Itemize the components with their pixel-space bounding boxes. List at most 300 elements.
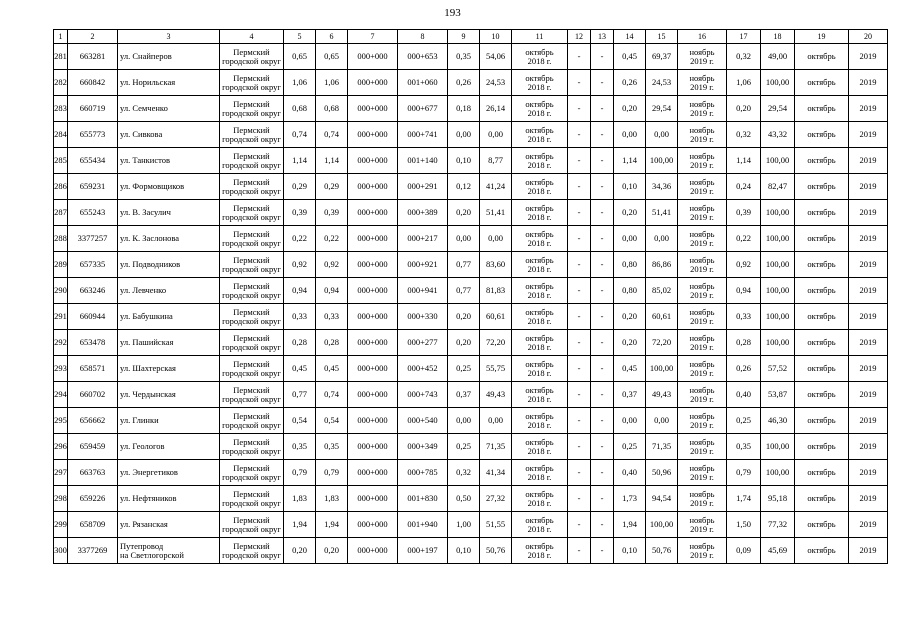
value-col-17-cell: 0,24 xyxy=(727,174,761,200)
road-name-cell: ул. Сивкова xyxy=(118,122,220,148)
date-col-16-cell: ноябрь 2019 г. xyxy=(678,330,727,356)
value-col-9-cell: 1,00 xyxy=(448,512,480,538)
value-col-6-cell: 0,94 xyxy=(316,278,348,304)
date-col-16-cell: ноябрь 2019 г. xyxy=(678,200,727,226)
value-col-12-cell: - xyxy=(568,44,591,70)
row-number-cell: 296 xyxy=(54,434,68,460)
municipality-cell: Пермский городской округ xyxy=(220,278,284,304)
row-number-cell: 289 xyxy=(54,252,68,278)
value-col-15-cell: 0,00 xyxy=(646,408,678,434)
month-col-19-cell: октябрь xyxy=(795,278,849,304)
municipality-cell: Пермский городской округ xyxy=(220,330,284,356)
value-col-9-cell: 0,12 xyxy=(448,174,480,200)
value-col-6-cell: 0,74 xyxy=(316,122,348,148)
date-col-11-cell: октябрь 2018 г. xyxy=(512,486,568,512)
value-col-14-cell: 0,80 xyxy=(614,278,646,304)
month-col-19-cell: октябрь xyxy=(795,382,849,408)
value-col-10-cell: 41,24 xyxy=(480,174,512,200)
value-col-18-cell: 100,00 xyxy=(761,460,795,486)
value-col-14-cell: 1,94 xyxy=(614,512,646,538)
start-km-cell: 000+000 xyxy=(348,226,398,252)
road-name-cell: ул. Снайперов xyxy=(118,44,220,70)
value-col-12-cell: - xyxy=(568,330,591,356)
column-number-header: 3 xyxy=(118,30,220,44)
year-col-20-cell: 2019 xyxy=(849,486,888,512)
value-col-9-cell: 0,20 xyxy=(448,304,480,330)
value-col-10-cell: 60,61 xyxy=(480,304,512,330)
value-col-10-cell: 51,41 xyxy=(480,200,512,226)
date-col-11-cell: октябрь 2018 г. xyxy=(512,226,568,252)
value-col-14-cell: 0,20 xyxy=(614,200,646,226)
value-col-14-cell: 0,80 xyxy=(614,252,646,278)
row-number-cell: 288 xyxy=(54,226,68,252)
value-col-13-cell: - xyxy=(591,382,614,408)
column-number-header: 17 xyxy=(727,30,761,44)
value-col-17-cell: 0,09 xyxy=(727,538,761,564)
end-km-cell: 000+677 xyxy=(398,96,448,122)
end-km-cell: 000+941 xyxy=(398,278,448,304)
value-col-18-cell: 100,00 xyxy=(761,330,795,356)
value-col-13-cell: - xyxy=(591,278,614,304)
value-col-6-cell: 0,20 xyxy=(316,538,348,564)
road-id-cell: 3377269 xyxy=(68,538,118,564)
month-col-19-cell: октябрь xyxy=(795,174,849,200)
month-col-19-cell: октябрь xyxy=(795,356,849,382)
value-col-6-cell: 0,54 xyxy=(316,408,348,434)
value-col-5-cell: 0,77 xyxy=(284,382,316,408)
value-col-13-cell: - xyxy=(591,538,614,564)
date-col-11-cell: октябрь 2018 г. xyxy=(512,278,568,304)
date-col-11-cell: октябрь 2018 г. xyxy=(512,512,568,538)
road-name-cell: ул. Левченко xyxy=(118,278,220,304)
column-number-header: 14 xyxy=(614,30,646,44)
value-col-14-cell: 0,00 xyxy=(614,408,646,434)
value-col-17-cell: 1,50 xyxy=(727,512,761,538)
value-col-14-cell: 0,26 xyxy=(614,70,646,96)
value-col-15-cell: 100,00 xyxy=(646,356,678,382)
date-col-16-cell: ноябрь 2019 г. xyxy=(678,44,727,70)
date-col-16-cell: ноябрь 2019 г. xyxy=(678,434,727,460)
start-km-cell: 000+000 xyxy=(348,148,398,174)
value-col-6-cell: 0,68 xyxy=(316,96,348,122)
value-col-9-cell: 0,00 xyxy=(448,408,480,434)
road-id-cell: 655434 xyxy=(68,148,118,174)
column-number-header: 5 xyxy=(284,30,316,44)
start-km-cell: 000+000 xyxy=(348,200,398,226)
year-col-20-cell: 2019 xyxy=(849,96,888,122)
value-col-9-cell: 0,18 xyxy=(448,96,480,122)
row-number-cell: 299 xyxy=(54,512,68,538)
value-col-10-cell: 51,55 xyxy=(480,512,512,538)
month-col-19-cell: октябрь xyxy=(795,96,849,122)
value-col-15-cell: 72,20 xyxy=(646,330,678,356)
year-col-20-cell: 2019 xyxy=(849,538,888,564)
value-col-13-cell: - xyxy=(591,122,614,148)
value-col-9-cell: 0,32 xyxy=(448,460,480,486)
value-col-18-cell: 100,00 xyxy=(761,226,795,252)
value-col-15-cell: 100,00 xyxy=(646,512,678,538)
column-number-header: 16 xyxy=(678,30,727,44)
month-col-19-cell: октябрь xyxy=(795,304,849,330)
value-col-17-cell: 1,06 xyxy=(727,70,761,96)
table-body xyxy=(54,44,888,564)
date-col-16-cell: ноябрь 2019 г. xyxy=(678,512,727,538)
table-row xyxy=(54,538,888,564)
value-col-14-cell: 0,10 xyxy=(614,538,646,564)
value-col-14-cell: 0,20 xyxy=(614,304,646,330)
road-id-cell: 659459 xyxy=(68,434,118,460)
value-col-6-cell: 0,28 xyxy=(316,330,348,356)
value-col-17-cell: 1,74 xyxy=(727,486,761,512)
value-col-18-cell: 57,52 xyxy=(761,356,795,382)
road-id-cell: 663281 xyxy=(68,44,118,70)
municipality-cell: Пермский городской округ xyxy=(220,304,284,330)
month-col-19-cell: октябрь xyxy=(795,226,849,252)
end-km-cell: 000+277 xyxy=(398,330,448,356)
road-name-cell: ул. К. Заслонова xyxy=(118,226,220,252)
row-number-cell: 291 xyxy=(54,304,68,330)
value-col-15-cell: 60,61 xyxy=(646,304,678,330)
row-number-cell: 292 xyxy=(54,330,68,356)
value-col-6-cell: 1,14 xyxy=(316,148,348,174)
road-name-cell: ул. Пашийская xyxy=(118,330,220,356)
value-col-9-cell: 0,00 xyxy=(448,226,480,252)
year-col-20-cell: 2019 xyxy=(849,460,888,486)
column-number-header: 9 xyxy=(448,30,480,44)
value-col-13-cell: - xyxy=(591,174,614,200)
road-name-cell: ул. Бабушкина xyxy=(118,304,220,330)
road-id-cell: 660944 xyxy=(68,304,118,330)
value-col-10-cell: 8,77 xyxy=(480,148,512,174)
value-col-15-cell: 50,96 xyxy=(646,460,678,486)
date-col-11-cell: октябрь 2018 г. xyxy=(512,252,568,278)
value-col-9-cell: 0,20 xyxy=(448,200,480,226)
value-col-10-cell: 26,14 xyxy=(480,96,512,122)
table-row xyxy=(54,226,888,252)
month-col-19-cell: октябрь xyxy=(795,460,849,486)
row-number-cell: 281 xyxy=(54,44,68,70)
value-col-9-cell: 0,20 xyxy=(448,330,480,356)
value-col-15-cell: 94,54 xyxy=(646,486,678,512)
year-col-20-cell: 2019 xyxy=(849,356,888,382)
value-col-18-cell: 45,69 xyxy=(761,538,795,564)
value-col-5-cell: 0,33 xyxy=(284,304,316,330)
value-col-18-cell: 49,00 xyxy=(761,44,795,70)
value-col-12-cell: - xyxy=(568,356,591,382)
month-col-19-cell: октябрь xyxy=(795,70,849,96)
date-col-16-cell: ноябрь 2019 г. xyxy=(678,460,727,486)
value-col-15-cell: 86,86 xyxy=(646,252,678,278)
value-col-12-cell: - xyxy=(568,460,591,486)
value-col-14-cell: 0,20 xyxy=(614,330,646,356)
start-km-cell: 000+000 xyxy=(348,512,398,538)
table-row xyxy=(54,356,888,382)
start-km-cell: 000+000 xyxy=(348,44,398,70)
road-name-cell: ул. В. Засулич xyxy=(118,200,220,226)
date-col-16-cell: ноябрь 2019 г. xyxy=(678,252,727,278)
road-name-cell: ул. Чердынская xyxy=(118,382,220,408)
value-col-14-cell: 0,20 xyxy=(614,96,646,122)
value-col-6-cell: 0,39 xyxy=(316,200,348,226)
value-col-9-cell: 0,10 xyxy=(448,538,480,564)
column-number-header: 4 xyxy=(220,30,284,44)
date-col-11-cell: октябрь 2018 г. xyxy=(512,304,568,330)
value-col-15-cell: 29,54 xyxy=(646,96,678,122)
value-col-13-cell: - xyxy=(591,356,614,382)
value-col-12-cell: - xyxy=(568,512,591,538)
start-km-cell: 000+000 xyxy=(348,460,398,486)
year-col-20-cell: 2019 xyxy=(849,330,888,356)
value-col-5-cell: 1,94 xyxy=(284,512,316,538)
value-col-17-cell: 0,26 xyxy=(727,356,761,382)
value-col-17-cell: 0,32 xyxy=(727,122,761,148)
road-name-cell: ул. Геологов xyxy=(118,434,220,460)
start-km-cell: 000+000 xyxy=(348,304,398,330)
month-col-19-cell: октябрь xyxy=(795,200,849,226)
value-col-9-cell: 0,26 xyxy=(448,70,480,96)
value-col-12-cell: - xyxy=(568,382,591,408)
column-number-header: 12 xyxy=(568,30,591,44)
start-km-cell: 000+000 xyxy=(348,382,398,408)
date-col-11-cell: октябрь 2018 г. xyxy=(512,460,568,486)
date-col-16-cell: ноябрь 2019 г. xyxy=(678,304,727,330)
date-col-16-cell: ноябрь 2019 г. xyxy=(678,356,727,382)
date-col-11-cell: октябрь 2018 г. xyxy=(512,356,568,382)
value-col-10-cell: 50,76 xyxy=(480,538,512,564)
municipality-cell: Пермский городской округ xyxy=(220,356,284,382)
end-km-cell: 001+140 xyxy=(398,148,448,174)
road-name-cell: ул. Энергетиков xyxy=(118,460,220,486)
value-col-18-cell: 95,18 xyxy=(761,486,795,512)
column-number-header: 8 xyxy=(398,30,448,44)
municipality-cell: Пермский городской округ xyxy=(220,460,284,486)
value-col-10-cell: 54,06 xyxy=(480,44,512,70)
value-col-13-cell: - xyxy=(591,512,614,538)
row-number-cell: 298 xyxy=(54,486,68,512)
road-name-cell: ул. Шахтерская xyxy=(118,356,220,382)
value-col-10-cell: 0,00 xyxy=(480,408,512,434)
value-col-10-cell: 71,35 xyxy=(480,434,512,460)
value-col-13-cell: - xyxy=(591,148,614,174)
end-km-cell: 000+921 xyxy=(398,252,448,278)
start-km-cell: 000+000 xyxy=(348,356,398,382)
value-col-10-cell: 49,43 xyxy=(480,382,512,408)
value-col-15-cell: 0,00 xyxy=(646,226,678,252)
column-number-header: 6 xyxy=(316,30,348,44)
year-col-20-cell: 2019 xyxy=(849,304,888,330)
month-col-19-cell: октябрь xyxy=(795,330,849,356)
road-id-cell: 653478 xyxy=(68,330,118,356)
value-col-15-cell: 0,00 xyxy=(646,122,678,148)
end-km-cell: 000+389 xyxy=(398,200,448,226)
road-id-cell: 660719 xyxy=(68,96,118,122)
value-col-18-cell: 100,00 xyxy=(761,252,795,278)
column-number-header: 7 xyxy=(348,30,398,44)
month-col-19-cell: октябрь xyxy=(795,44,849,70)
value-col-15-cell: 34,36 xyxy=(646,174,678,200)
value-col-18-cell: 43,32 xyxy=(761,122,795,148)
value-col-5-cell: 0,54 xyxy=(284,408,316,434)
road-id-cell: 655243 xyxy=(68,200,118,226)
value-col-18-cell: 46,30 xyxy=(761,408,795,434)
year-col-20-cell: 2019 xyxy=(849,70,888,96)
value-col-17-cell: 0,33 xyxy=(727,304,761,330)
municipality-cell: Пермский городской округ xyxy=(220,512,284,538)
value-col-9-cell: 0,77 xyxy=(448,252,480,278)
month-col-19-cell: октябрь xyxy=(795,512,849,538)
road-name-cell: Путепровод на Светлогорской xyxy=(118,538,220,564)
table-row xyxy=(54,330,888,356)
column-number-header: 13 xyxy=(591,30,614,44)
end-km-cell: 000+330 xyxy=(398,304,448,330)
municipality-cell: Пермский городской округ xyxy=(220,486,284,512)
value-col-13-cell: - xyxy=(591,304,614,330)
value-col-6-cell: 0,29 xyxy=(316,174,348,200)
date-col-16-cell: ноябрь 2019 г. xyxy=(678,278,727,304)
year-col-20-cell: 2019 xyxy=(849,226,888,252)
value-col-5-cell: 1,14 xyxy=(284,148,316,174)
row-number-cell: 295 xyxy=(54,408,68,434)
row-number-cell: 300 xyxy=(54,538,68,564)
column-number-header: 1 xyxy=(54,30,68,44)
road-id-cell: 656662 xyxy=(68,408,118,434)
value-col-12-cell: - xyxy=(568,174,591,200)
date-col-11-cell: октябрь 2018 г. xyxy=(512,408,568,434)
row-number-cell: 294 xyxy=(54,382,68,408)
table-row xyxy=(54,148,888,174)
table-row xyxy=(54,70,888,96)
value-col-6-cell: 1,06 xyxy=(316,70,348,96)
value-col-6-cell: 0,65 xyxy=(316,44,348,70)
municipality-cell: Пермский городской округ xyxy=(220,408,284,434)
value-col-10-cell: 27,32 xyxy=(480,486,512,512)
value-col-18-cell: 100,00 xyxy=(761,278,795,304)
start-km-cell: 000+000 xyxy=(348,96,398,122)
road-id-cell: 660842 xyxy=(68,70,118,96)
month-col-19-cell: октябрь xyxy=(795,486,849,512)
value-col-10-cell: 0,00 xyxy=(480,122,512,148)
row-number-cell: 287 xyxy=(54,200,68,226)
value-col-13-cell: - xyxy=(591,460,614,486)
table-row xyxy=(54,408,888,434)
value-col-12-cell: - xyxy=(568,434,591,460)
value-col-17-cell: 0,25 xyxy=(727,408,761,434)
municipality-cell: Пермский городской округ xyxy=(220,122,284,148)
value-col-6-cell: 0,33 xyxy=(316,304,348,330)
value-col-6-cell: 0,35 xyxy=(316,434,348,460)
column-number-header: 18 xyxy=(761,30,795,44)
road-id-cell: 658709 xyxy=(68,512,118,538)
row-number-cell: 282 xyxy=(54,70,68,96)
row-number-cell: 283 xyxy=(54,96,68,122)
value-col-13-cell: - xyxy=(591,44,614,70)
column-number-header: 10 xyxy=(480,30,512,44)
month-col-19-cell: октябрь xyxy=(795,148,849,174)
value-col-9-cell: 0,10 xyxy=(448,148,480,174)
value-col-5-cell: 0,65 xyxy=(284,44,316,70)
value-col-6-cell: 0,45 xyxy=(316,356,348,382)
table-row xyxy=(54,122,888,148)
value-col-13-cell: - xyxy=(591,330,614,356)
year-col-20-cell: 2019 xyxy=(849,148,888,174)
road-id-cell: 663763 xyxy=(68,460,118,486)
value-col-17-cell: 0,32 xyxy=(727,44,761,70)
end-km-cell: 000+197 xyxy=(398,538,448,564)
month-col-19-cell: октябрь xyxy=(795,122,849,148)
start-km-cell: 000+000 xyxy=(348,408,398,434)
value-col-13-cell: - xyxy=(591,226,614,252)
value-col-15-cell: 71,35 xyxy=(646,434,678,460)
value-col-15-cell: 85,02 xyxy=(646,278,678,304)
date-col-11-cell: октябрь 2018 г. xyxy=(512,122,568,148)
value-col-12-cell: - xyxy=(568,122,591,148)
value-col-6-cell: 1,94 xyxy=(316,512,348,538)
road-data-table xyxy=(53,29,888,564)
table-row xyxy=(54,434,888,460)
value-col-5-cell: 0,92 xyxy=(284,252,316,278)
column-number-header: 15 xyxy=(646,30,678,44)
value-col-12-cell: - xyxy=(568,278,591,304)
date-col-16-cell: ноябрь 2019 г. xyxy=(678,96,727,122)
municipality-cell: Пермский городской округ xyxy=(220,96,284,122)
value-col-12-cell: - xyxy=(568,486,591,512)
value-col-5-cell: 0,74 xyxy=(284,122,316,148)
date-col-11-cell: октябрь 2018 г. xyxy=(512,330,568,356)
end-km-cell: 000+349 xyxy=(398,434,448,460)
municipality-cell: Пермский городской округ xyxy=(220,148,284,174)
value-col-14-cell: 1,14 xyxy=(614,148,646,174)
year-col-20-cell: 2019 xyxy=(849,434,888,460)
date-col-11-cell: октябрь 2018 г. xyxy=(512,538,568,564)
road-id-cell: 655773 xyxy=(68,122,118,148)
road-id-cell: 663246 xyxy=(68,278,118,304)
road-name-cell: ул. Подводников xyxy=(118,252,220,278)
value-col-14-cell: 0,37 xyxy=(614,382,646,408)
start-km-cell: 000+000 xyxy=(348,330,398,356)
end-km-cell: 001+060 xyxy=(398,70,448,96)
start-km-cell: 000+000 xyxy=(348,434,398,460)
value-col-14-cell: 0,00 xyxy=(614,226,646,252)
end-km-cell: 001+940 xyxy=(398,512,448,538)
value-col-17-cell: 0,35 xyxy=(727,434,761,460)
road-id-cell: 659231 xyxy=(68,174,118,200)
value-col-17-cell: 0,39 xyxy=(727,200,761,226)
municipality-cell: Пермский городской округ xyxy=(220,382,284,408)
end-km-cell: 000+291 xyxy=(398,174,448,200)
value-col-17-cell: 1,14 xyxy=(727,148,761,174)
value-col-17-cell: 0,94 xyxy=(727,278,761,304)
value-col-14-cell: 0,10 xyxy=(614,174,646,200)
table-row xyxy=(54,382,888,408)
value-col-5-cell: 0,68 xyxy=(284,96,316,122)
date-col-11-cell: октябрь 2018 г. xyxy=(512,434,568,460)
table-row xyxy=(54,460,888,486)
road-id-cell: 660702 xyxy=(68,382,118,408)
value-col-5-cell: 1,83 xyxy=(284,486,316,512)
end-km-cell: 000+741 xyxy=(398,122,448,148)
value-col-12-cell: - xyxy=(568,252,591,278)
value-col-17-cell: 0,79 xyxy=(727,460,761,486)
value-col-12-cell: - xyxy=(568,148,591,174)
value-col-10-cell: 0,00 xyxy=(480,226,512,252)
value-col-17-cell: 0,92 xyxy=(727,252,761,278)
road-name-cell: ул. Норильская xyxy=(118,70,220,96)
table-row xyxy=(54,486,888,512)
value-col-6-cell: 0,79 xyxy=(316,460,348,486)
value-col-12-cell: - xyxy=(568,70,591,96)
date-col-11-cell: октябрь 2018 г. xyxy=(512,148,568,174)
value-col-15-cell: 69,37 xyxy=(646,44,678,70)
